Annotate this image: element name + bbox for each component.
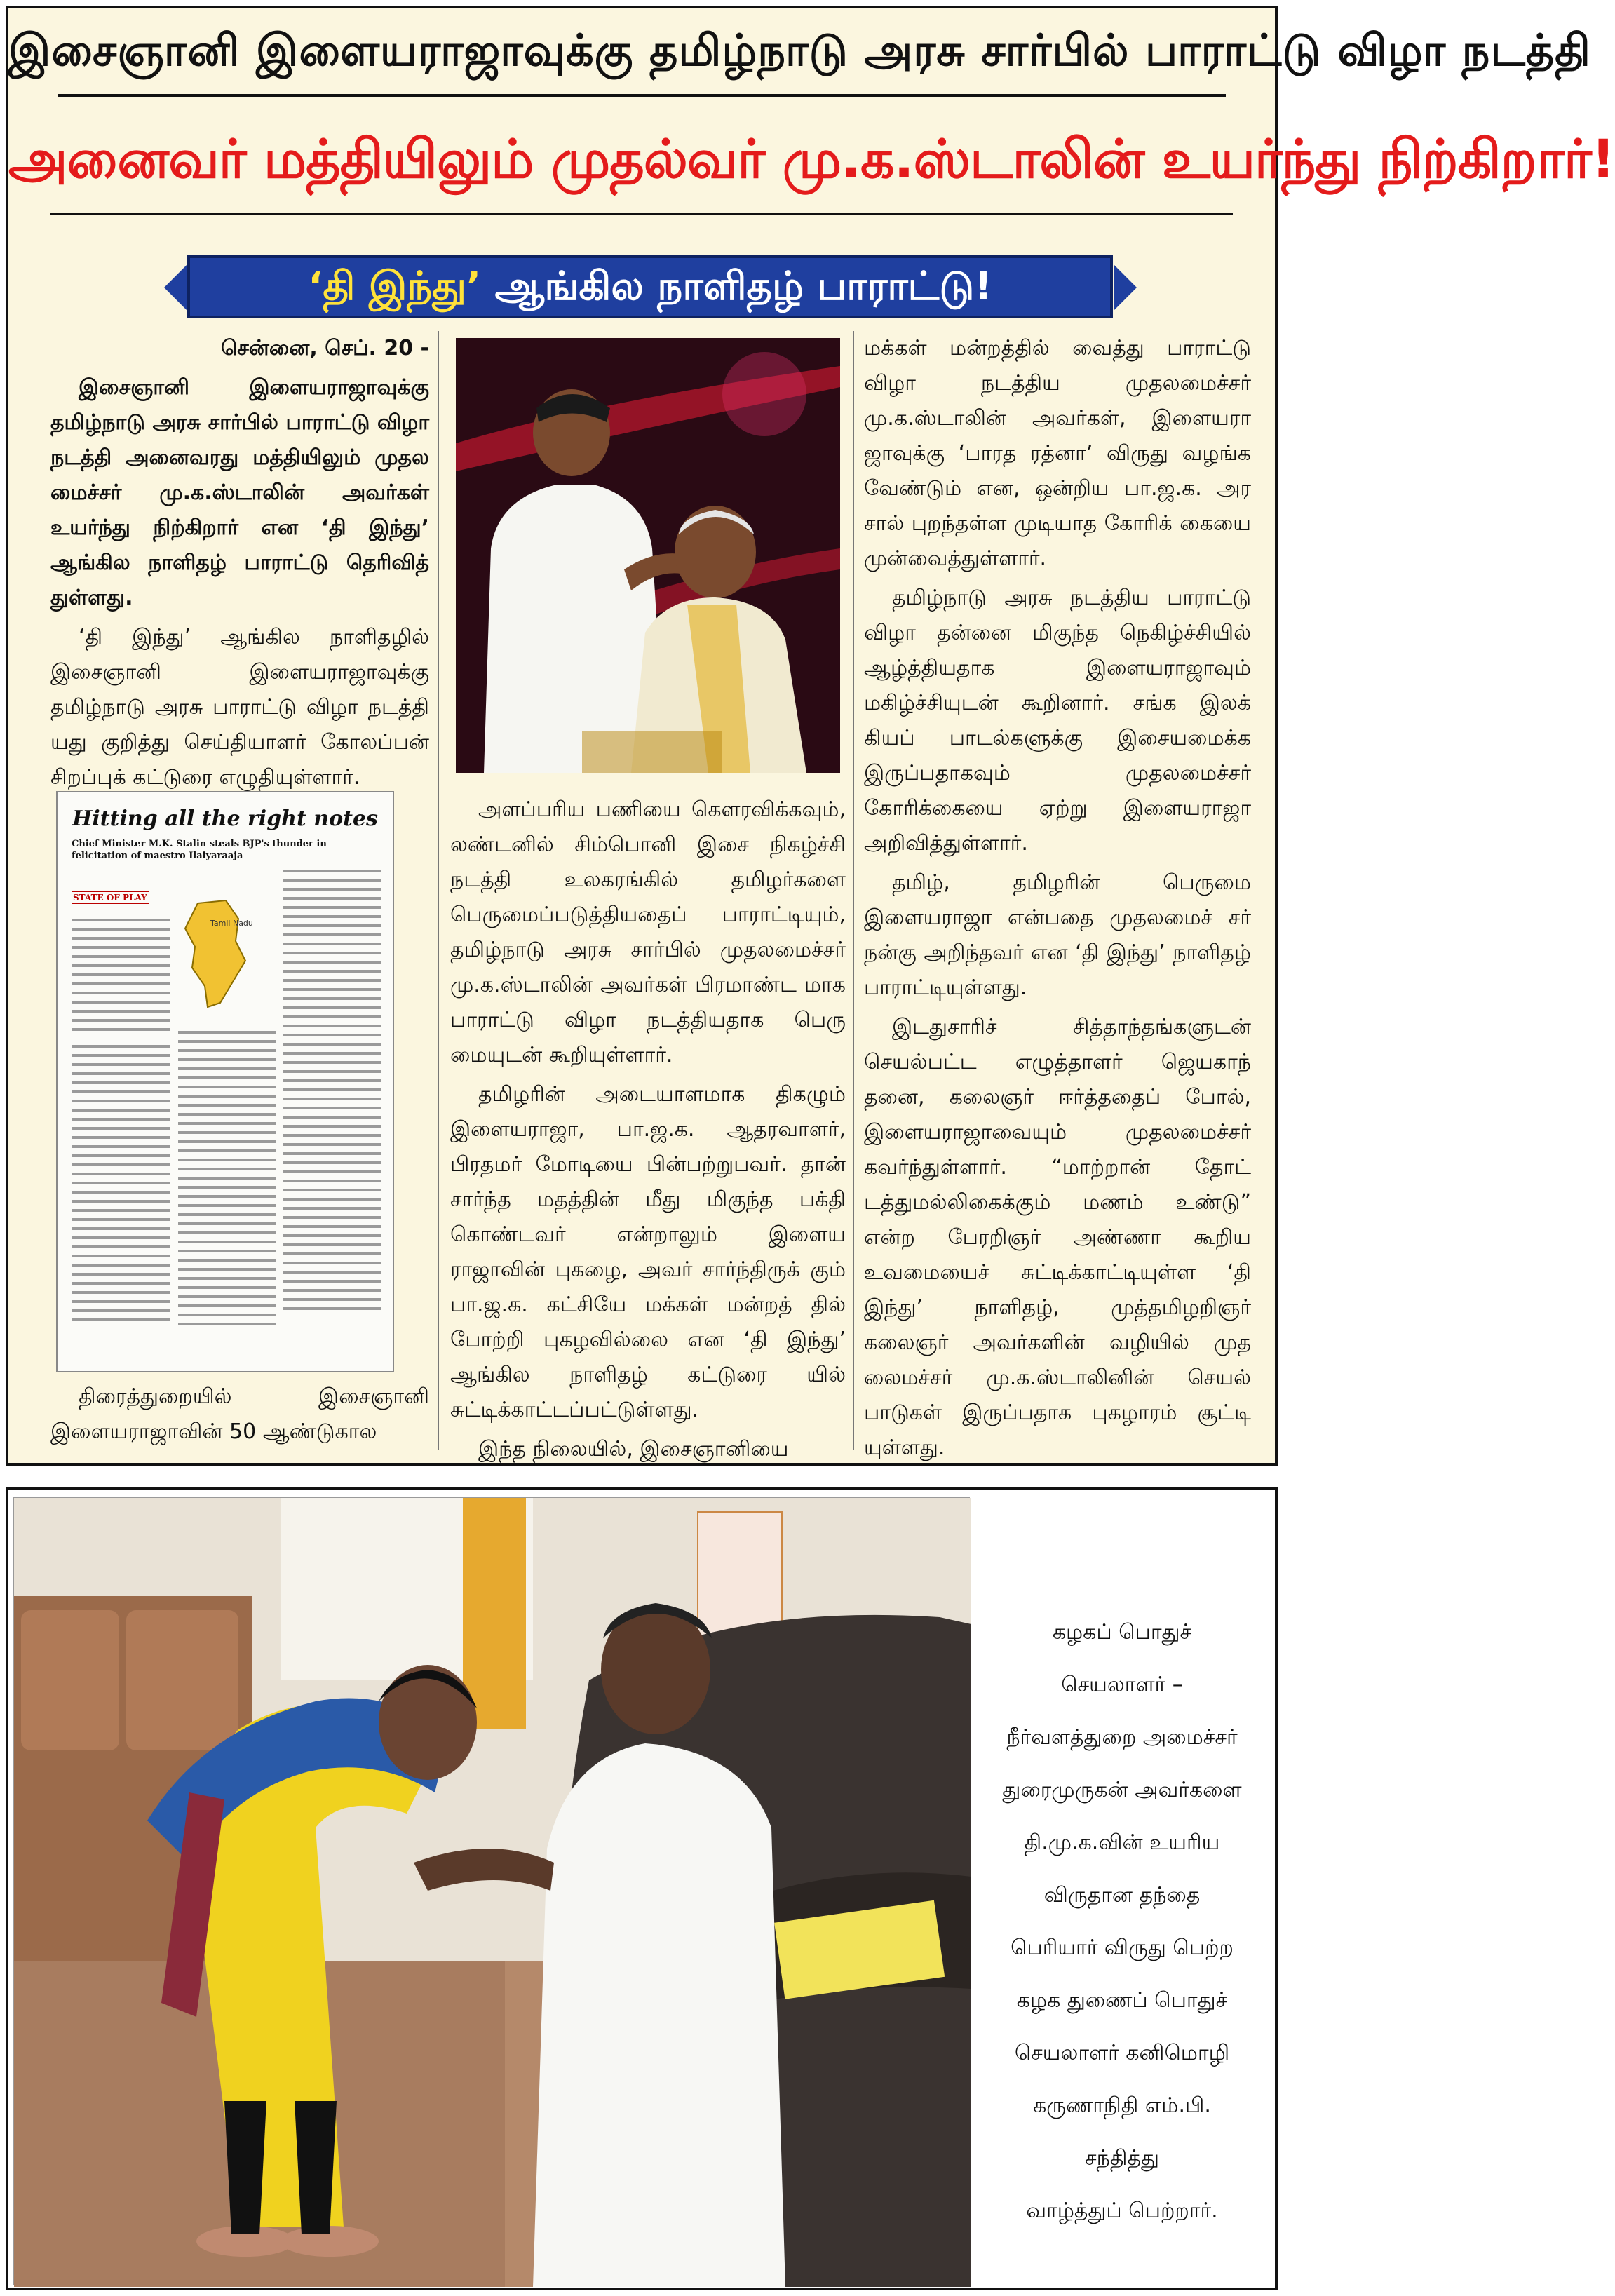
paragraph: மக்கள் மன்றத்தில் வைத்து பாராட்டு விழா நடத்திய முதலமைச்சர் மு.க.ஸ்டாலின் அவர்கள், இளையரா ஜாவுக்கு ‘பாரத ரத்னா’ விருது வழங்க வேண்டும் என, ஒன்றிய பா.ஜ.க. அர சால் புறந்தள்ள முடியாத கோரிக் கையை முன்வைத்துள்ளார். — [864, 336, 1251, 571]
caption-line: சந்தித்து — [1085, 2146, 1159, 2170]
column-divider — [853, 331, 854, 1450]
paragraph: இடதுசாரிச் சித்தாந்தங்களுடன் செயல்பட்ட எழுத்தாளர் ஜெயகாந் தனை, கலைஞர் ஈர்த்ததைப் போல், இளையராஜாவையும் முதலமைச்சர் கவர்ந்துள்ளார். “மாற்றான் தோட் டத்துமல்லிகைக்கும் மணம் உண்டு” என்ற பேரறிஞர் அண்ணா கூறிய உவமையைச் சுட்டிக்காட்டியுள்ள ‘தி இந்து’ நாளிதழ், முத்தமிழறிஞர் கலைஞர் அவர்களின் வழியில் முத லைமச்சர் மு.க.ஸ்டாலினின் செயல் பாடுகள் இருப்பதாக புகழாரம் சூட்டி யுள்ளது. — [864, 1015, 1251, 1460]
article-column-3 — [864, 331, 1251, 1470]
caption-line: விருதான தந்தை — [1043, 1883, 1201, 1907]
banner-rest: ஆங்கில நாளிதழ் பாராட்டு! — [494, 264, 992, 309]
clipping-section-label: STATE OF PLAY — [72, 891, 149, 904]
paragraph: தமிழ்நாடு அரசு நடத்திய பாராட்டு விழா தன்னை மிகுந்த நெகிழ்ச்சியில் ஆழ்த்தியதாக இளையராஜாவும் மகிழ்ச்சியுடன் கூறினார். சங்க இலக் கியப் பாடல்களுக்கு இசையமைக்க இருப்பதாகவும் முதலமைச்சர் கோரிக்கையை ஏற்று இளையராஜா அறிவித்துள்ளார். — [864, 586, 1251, 856]
main-headline: அனைவர் மத்தியிலும் முதல்வர் மு.க.ஸ்டாலின் உயர்ந்து நிற்கிறார்! — [8, 128, 1615, 190]
meeting-photo-illustration — [14, 1498, 971, 2287]
map-label: Tamil Nadu — [210, 919, 253, 928]
clipping-text-block — [72, 919, 170, 1037]
top-news-panel — [6, 6, 1615, 1466]
photo-caption — [982, 1606, 1262, 2237]
banner-quoted: ‘தி இந்து’ — [308, 264, 482, 309]
clipping-text-block — [72, 1045, 170, 1328]
article-column-1 — [50, 331, 429, 799]
column-divider — [438, 331, 439, 1450]
paragraph: தமிழரின் அடையாளமாக திகழும் இளையராஜா, பா.ஜ.க. ஆதரவாளர், பிரதமர் மோடியை பின்பற்றுபவர். தான் சார்ந்த மதத்தின் மீது மிகுந்த பக்தி கொண்டவர் என்றாலும் இளைய ராஜாவின் புகழை, அவர் சார்ந்திருக் கும் பா.ஜ.க. கட்சியே மக்கள் மன்றத் தில் போற்றி புகழவில்லை என ‘தி இந்து’ ஆங்கில நாளிதழ் கட்டுரை யில் சுட்டிக்காட்டப்பட்டுள்ளது. — [450, 1082, 846, 1422]
caption-line: நீர்வளத்துறை அமைச்சர் — [1006, 1725, 1238, 1750]
caption-line: தி.மு.க.வின் உயரிய — [1024, 1830, 1220, 1855]
caption-line: செயலாளர் கனிமொழி — [1014, 2041, 1230, 2065]
caption-line: கருணாநிதி எம்.பி. — [1033, 2093, 1211, 2118]
kicker-rule — [58, 94, 1226, 97]
paragraph: அளப்பரிய பணியை கௌரவிக்கவும், லண்டனில் சிம்பொனி இசை நிகழ்ச்சி நடத்தி உலகரங்கில் தமிழர்களை பெருமைப்படுத்தியதைப் பாராட்டியும், தமிழ்நாடு அரசு சார்பில் முதலமைச்சர் மு.க.ஸ்டாலின் அவர்கள் பிரமாண்ட மாக பாராட்டு விழா நடத்தியதாக பெரு மையுடன் கூறியுள்ளார். — [450, 797, 846, 1067]
article-column-2 — [450, 792, 846, 1471]
lead-paragraph: இசைஞானி இளையராஜாவுக்கு தமிழ்நாடு அரசு சார்பில் பாராட்டு விழா நடத்தி அனைவரது மத்தியிலும் முதல மைச்சர் மு.க.ஸ்டாலின் அவர்கள் உயர்ந்து நிற்கிறார் என ‘தி இந்து’ ஆங்கில நாளிதழ் பாராட்டு தெரிவித் துள்ளது. — [50, 375, 429, 610]
clipping-title: Hitting all the right notes — [72, 806, 378, 831]
banner-flag-right — [1114, 265, 1137, 310]
paragraph: தமிழ், தமிழரின் பெருமை இளையராஜா என்பதை முதலமைச் சர் நன்கு அறிந்தவர் என ‘தி இந்து’ நாளிதழ் பாராட்டியுள்ளது. — [864, 870, 1251, 1000]
headline-rule — [50, 213, 1233, 215]
clipping-text-block — [178, 1031, 276, 1332]
subhead-banner — [187, 255, 1113, 318]
paragraph: திரைத்துறையில் இசைஞானி இளையராஜாவின் 50 ஆண்டுகால — [50, 1384, 429, 1444]
clipping-subtitle: Chief Minister M.K. Stalin steals BJP's thunder in felicitation of maestro Ilaiyaraaja — [72, 839, 327, 861]
stage-photo-illustration — [456, 338, 840, 773]
caption-line: பெரியார் விருது பெற்ற — [1011, 1936, 1234, 1960]
dateline: சென்னை, செப். 20 - — [220, 336, 429, 360]
caption-line: கழக துணைப் பொதுச் — [1016, 1988, 1228, 2013]
paragraph: இந்த நிலையில், இசைஞானியை — [478, 1437, 789, 1461]
tamil-nadu-map-icon — [177, 898, 254, 1010]
kanimozhi-duraimurugan-photo — [13, 1497, 970, 2285]
article-column-1-tail — [50, 1379, 429, 1450]
clipping-text-block — [283, 870, 381, 1316]
kicker-headline: இசைஞானி இளையராஜாவுக்கு தமிழ்நாடு அரசு சார்பில் பாராட்டு விழா நடத்தி — [8, 25, 1591, 76]
caption-line: செயலாளர் – — [1061, 1673, 1183, 1697]
hindu-clipping-image — [56, 791, 394, 1372]
paragraph: ‘தி இந்து’ ஆங்கில நாளிதழில் இசைஞானி இளையராஜாவுக்கு தமிழ்நாடு அரசு பாராட்டு விழா நடத்தி யது குறித்து செய்தியாளர் கோலப்பன் சிறப்புக் கட்டுரை எழுதியுள்ளார். — [50, 625, 429, 790]
caption-line: துரைமுருகன் அவர்களை — [1002, 1778, 1242, 1802]
stalin-ilaiyaraaja-photo — [456, 338, 840, 773]
caption-line: கழகப் பொதுச் — [1052, 1620, 1192, 1645]
banner-flag-left — [164, 265, 187, 310]
caption-line: வாழ்த்துப் பெற்றார். — [1026, 2199, 1218, 2223]
